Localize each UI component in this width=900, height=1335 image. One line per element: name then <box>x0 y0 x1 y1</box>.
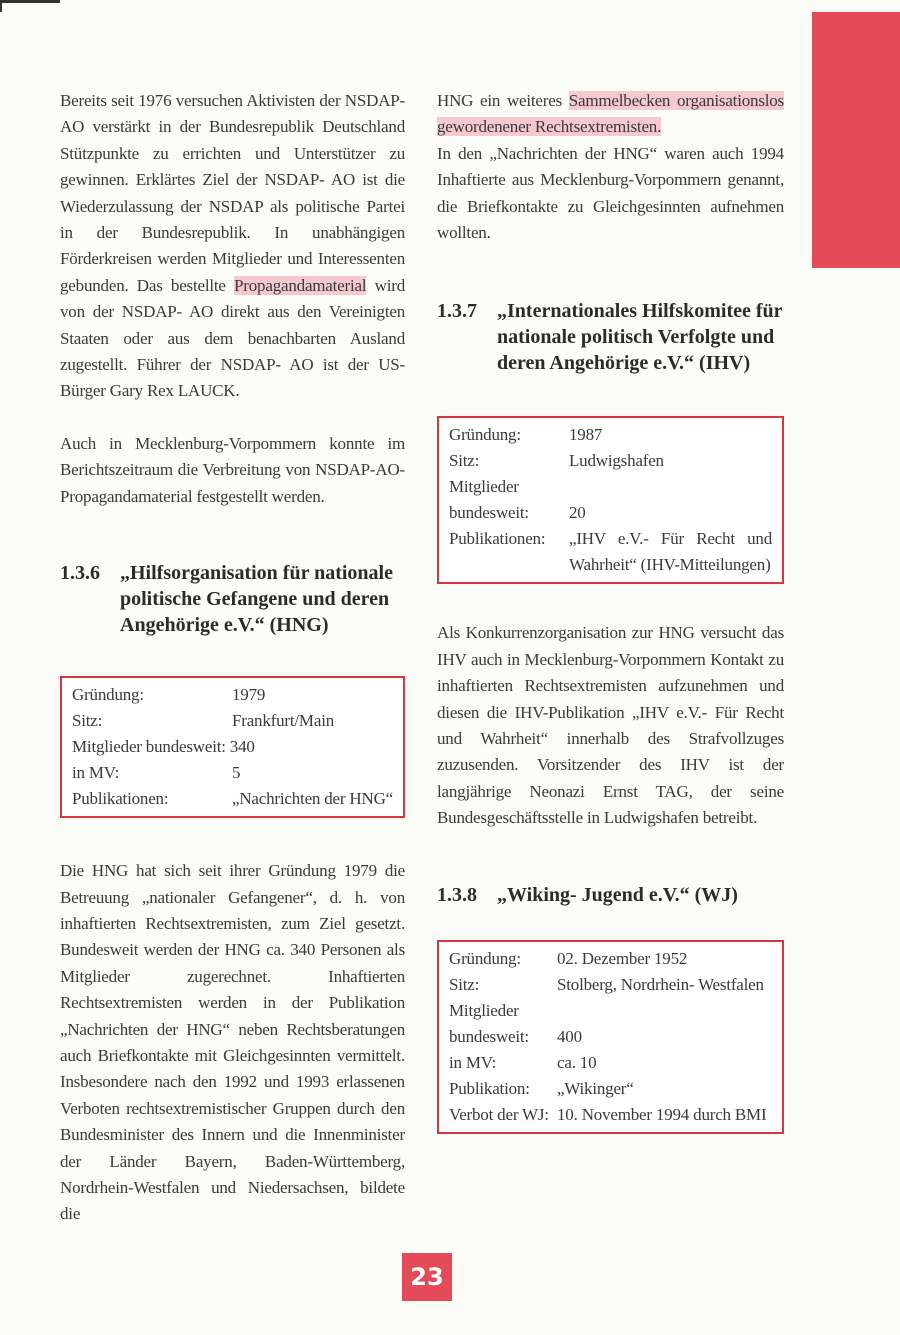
info-key: Mitglieder <box>449 1000 519 1020</box>
paragraph-mv-propaganda: Auch in Mecklenburg-Vorpommern konnte im Berichtszeitraum die Verbreitung von NSDAP-AO-Propagandamaterial festgestellt werden. <box>60 433 405 506</box>
paragraph-text: HNG ein weiteres <box>437 91 569 110</box>
info-key: Sitz: <box>72 711 103 731</box>
info-row <box>449 998 772 1024</box>
info-value: Stolberg, Nordrhein- Westfalen <box>557 974 764 994</box>
paragraph-text: Bereits seit 1976 versuchen Aktivisten der NSDAP-AO verstärkt in der Bundesrepublik Deutschland Stützpunkte zu errichten und Unterstützer zu gewinnen. Erklärtes Ziel der NSDAP- AO ist die Wiederzulassung der NSDAP als politische Partei in der Bundesrepublik. In unabhängigen Förderkreisen werden Mitglieder und Interessenten gebunden. Das bestellte <box>60 91 405 295</box>
info-row <box>449 422 772 448</box>
section-heading-136 <box>60 560 405 638</box>
info-value: 340 <box>229 737 255 757</box>
info-row <box>449 972 772 998</box>
info-value <box>569 474 772 500</box>
page-number: 23 <box>402 1253 452 1301</box>
info-key: Sitz: <box>449 451 480 471</box>
info-value: 20 <box>569 503 586 523</box>
paragraph-nsdap-ao <box>60 88 405 405</box>
info-key: Verbot der WJ: <box>449 1104 549 1124</box>
info-value: 1987 <box>569 425 603 445</box>
info-value: Ludwigshafen <box>569 451 664 471</box>
paragraph-hng-description: Die HNG hat sich seit ihrer Gründung 1979 die Betreuung „nationaler Gefangener“, d. h. von inhaftierten Rechtsextremisten, zum Ziel gesetzt. Bundesweit werden der HNG ca. 340 Personen als Mitglieder zugerechnet. Inhaftierten Rechtsextremisten werden in der Publikation „Nachrichten der HNG“ neben Rechtsberatungen auch Briefkontakte mit Gleichgesinnten vermittelt. Insbesondere nach den 1992 und 1993 erlassenen Verboten rechtsextremistischer Gruppen durch den Bundesminister des Innern und die Innenminister der Länder Bayern, Baden-Württemberg, Nordrhein-Westfalen und Niedersachsen, bildete die <box>60 861 405 1224</box>
info-value <box>557 998 772 1024</box>
highlighted-text: Sammelbecken organisationslos gewordenener Rechtsextremisten. <box>437 91 784 137</box>
section-number: 1.3.8 <box>437 883 477 906</box>
info-key: Publikationen: <box>449 529 546 549</box>
info-row <box>449 526 772 578</box>
crop-mark <box>0 0 60 3</box>
info-key: Sitz: <box>449 974 480 994</box>
info-row <box>72 734 393 760</box>
section-title: „Wiking- Jugend e.V.“ (WJ) <box>497 883 738 906</box>
info-key: Gründung: <box>449 948 521 968</box>
info-key: in MV: <box>72 763 120 783</box>
info-value: „Nachrichten der HNG“ <box>232 789 393 809</box>
info-value: Frankfurt/Main <box>232 711 335 731</box>
section-title: „Hilfsorganisation für nationale politische Gefangene und deren Angehörige e.V.“ (HNG) <box>120 562 393 637</box>
info-row <box>449 474 772 500</box>
info-key: bundesweit: <box>449 1026 529 1046</box>
section-title: „Internationales Hilfskomitee für nationale politisch Verfolgte und deren Angehörige e.V.“ (IHV) <box>497 300 783 375</box>
info-key: Publikationen: <box>72 789 169 809</box>
info-key: Gründung: <box>72 685 144 705</box>
hng-info-box <box>60 676 405 818</box>
red-tab-marker <box>812 12 900 268</box>
paragraph-ihv-description: Als Konkurrenzorganisation zur HNG versucht das IHV auch in Mecklenburg-Vorpommern Kontakt zu inhaftierten Rechtsextremisten aufzunehmen und diesen die IHV-Publikation „IHV e.V.- Für Recht und Wahrheit“ innerhalb des Strafvollzuges zuzusenden. Vorsitzender des IHV ist der langjährige Neonazi Ernst TAG, der seine Bundesgeschäftsstelle in Ludwigshafen betreibt. <box>437 623 784 828</box>
info-value: 10. November 1994 durch BMI <box>557 1104 767 1124</box>
paragraph-hng-continued <box>437 88 784 141</box>
crop-mark-vertical <box>0 0 2 12</box>
paragraph-text: wird von der NSDAP- AO direkt aus den Vereinigten Staaten oder aus dem benachbarten Ausland zugestellt. Führer der NSDAP- AO ist der US- Bürger Gary Rex LAUCK. <box>60 275 406 401</box>
info-row <box>449 946 772 972</box>
info-value: „IHV e.V.- Für Recht und Wahrheit“ (IHV-Mitteilungen) <box>569 529 772 575</box>
info-row <box>72 760 393 786</box>
info-value: 400 <box>557 1026 582 1046</box>
info-row <box>449 1024 772 1050</box>
section-heading-138 <box>437 882 784 908</box>
info-value: ca. 10 <box>557 1052 597 1072</box>
info-row <box>449 1102 772 1128</box>
info-value: 5 <box>232 763 241 783</box>
info-row <box>449 1076 772 1102</box>
paragraph-hng-news: In den „Nachrichten der HNG“ waren auch 1994 Inhaftierte aus Mecklenburg-Vorpommern genannt, die Briefkontakte zu Gleichgesinnten aufnehmen wollten. <box>437 143 784 243</box>
info-value: 02. Dezember 1952 <box>557 948 688 968</box>
info-key: Mitglieder bundesweit: <box>72 737 226 757</box>
info-value: 1979 <box>232 685 266 705</box>
info-key: Gründung: <box>449 425 521 445</box>
info-row <box>449 1050 772 1076</box>
info-value: „Wikinger“ <box>557 1078 634 1098</box>
section-number: 1.3.7 <box>437 300 477 323</box>
right-column <box>437 88 784 1134</box>
wj-info-box <box>437 940 784 1134</box>
info-row <box>72 682 393 708</box>
info-row <box>72 708 393 734</box>
info-key: in MV: <box>449 1052 497 1072</box>
info-row <box>72 786 393 812</box>
ihv-info-box <box>437 416 784 584</box>
highlighted-text: Propagandamaterial <box>234 275 367 295</box>
info-key: Mitglieder <box>449 477 519 497</box>
info-row <box>449 500 772 526</box>
left-column <box>60 88 405 1228</box>
section-number: 1.3.6 <box>60 562 100 585</box>
info-key: Publikation: <box>449 1078 530 1098</box>
info-key: bundesweit: <box>449 503 529 523</box>
info-row <box>449 448 772 474</box>
section-heading-137 <box>437 298 784 376</box>
